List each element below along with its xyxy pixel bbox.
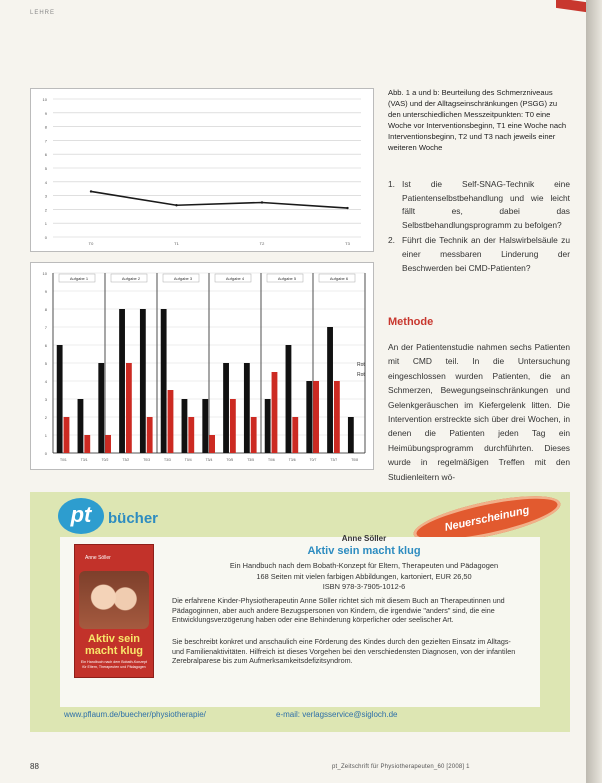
data-point xyxy=(175,204,177,206)
y-tick-label: 6 xyxy=(44,152,47,158)
bar-black xyxy=(161,309,167,453)
side-label: Rot xyxy=(357,372,365,378)
x-tick-label: T3/3 xyxy=(164,458,171,462)
bar-black xyxy=(265,399,271,453)
bar-red xyxy=(292,417,298,453)
y-tick-label: 1 xyxy=(44,221,47,227)
line-chart xyxy=(30,88,374,252)
bar-black xyxy=(140,309,146,453)
page-number: 88 xyxy=(30,762,39,771)
bar-red xyxy=(105,435,111,453)
book-cover-title: Aktiv sein macht klug xyxy=(84,633,144,657)
group-label: Aufgabe 5 xyxy=(277,276,297,281)
bar-black xyxy=(98,363,104,453)
x-tick-label: T0/1 xyxy=(60,458,67,462)
corner-mark xyxy=(556,0,586,12)
group-label: Aufgabe 1 xyxy=(69,276,89,281)
y-tick-label: 9 xyxy=(44,110,47,116)
x-tick-label: T0/7 xyxy=(309,458,317,462)
section-heading: Methode xyxy=(388,316,434,328)
bar-red xyxy=(334,381,340,453)
book-advertisement xyxy=(30,492,570,732)
x-tick-label: T0/2 xyxy=(101,458,109,462)
x-tick-label: T3/6 xyxy=(288,458,296,462)
x-tick-label: T0/4 xyxy=(184,458,192,462)
method-paragraph: An der Patientenstudie nahmen sechs Patienten mit CMD teil. In die Untersuchung eingeschlossen wurden Patienten, die an Schmerzen, Bewegungseinschränkungen und Gelenkgeräuschen im Kiefergelenk litten. Die Intervention erstreckte sich über drei Wochen, in denen die Patienten jeden Tag ein Heimübungsprogramm durchführten. Dieses wurde in regelmäßigen Treffen mit den Studienleitern wö- xyxy=(388,342,570,482)
y-tick-label: 10 xyxy=(42,271,47,276)
bar-red xyxy=(64,417,70,453)
x-tick-label: T0/5 xyxy=(226,458,234,462)
y-tick-label: 9 xyxy=(44,289,47,294)
y-tick-label: 0 xyxy=(44,451,47,456)
y-tick-label: 2 xyxy=(44,207,47,213)
bar-red xyxy=(84,435,90,453)
bar-chart xyxy=(30,262,374,470)
page-gutter xyxy=(586,0,602,783)
data-point xyxy=(346,207,348,209)
bar-black xyxy=(182,399,188,453)
ad-email-link[interactable]: e-mail: verlagsservice@sigloch.de xyxy=(276,710,398,719)
ad-subtitle: Ein Handbuch nach dem Bobath-Konzept für Eltern, Therapeuten und Pädagogen xyxy=(229,561,499,570)
data-point xyxy=(90,190,92,192)
y-tick-label: 8 xyxy=(44,124,47,130)
running-head: LEHRE xyxy=(30,10,56,16)
x-tick-label: T1 xyxy=(174,241,179,246)
badge-text: Neuerscheinung xyxy=(443,504,531,534)
x-tick-label: T0/3 xyxy=(143,458,150,462)
x-tick-label: T3/1 xyxy=(80,458,88,462)
ad-isbn: ISBN 978-3-7905-1012-6 xyxy=(322,582,406,591)
bar-red xyxy=(209,435,215,453)
logo-word: bücher xyxy=(108,510,159,527)
data-point xyxy=(261,201,263,203)
bar-black xyxy=(78,399,84,453)
chart-side-labels xyxy=(357,360,365,380)
ad-website-link[interactable]: www.pflaum.de/buecher/physiotherapie/ xyxy=(64,710,206,719)
book-cover-subtitle: Ein Handbuch nach dem Bobath-Konzept für Eltern, Therapeuten und Pädagogen xyxy=(80,660,148,669)
bar-black xyxy=(348,417,354,453)
x-tick-label: T0/6 xyxy=(268,458,275,462)
y-tick-label: 5 xyxy=(44,166,47,171)
bar-red xyxy=(126,363,132,453)
x-tick-label: T2 xyxy=(259,241,265,246)
x-tick-label: T3 xyxy=(345,241,350,246)
y-tick-label: 3 xyxy=(44,397,47,402)
question-item xyxy=(388,234,570,275)
ad-description-2: Sie beschreibt konkret und anschaulich eine Förderung des Kindes durch den gezielten Einsatz im Alltags- und Familienaktivitäten. Hilfreich ist dieses Vorgehen bei den verschiedensten Diagnosen, von der infantilen Zerebralparese bis zum Aufmerksamkeitsdefizitsyndrom. xyxy=(172,637,516,666)
x-tick-label: T3/4 xyxy=(205,458,213,462)
y-tick-label: 2 xyxy=(44,415,47,420)
series-line xyxy=(91,191,348,208)
ad-author: Anne Söller xyxy=(341,534,387,543)
bar-red xyxy=(272,372,278,453)
y-tick-label: 3 xyxy=(44,193,47,199)
bar-red xyxy=(188,417,194,453)
y-tick-label: 10 xyxy=(42,97,47,102)
bar-red xyxy=(168,390,174,453)
x-tick-label: T0 xyxy=(88,241,94,246)
question-item xyxy=(388,178,570,232)
bar-black xyxy=(119,309,125,453)
bar-red xyxy=(230,399,236,453)
y-tick-label: 7 xyxy=(44,138,47,144)
ad-book-title: Aktiv sein macht klug xyxy=(307,545,421,557)
y-tick-label: 0 xyxy=(44,235,47,240)
bar-black xyxy=(306,381,312,453)
bar-black xyxy=(244,363,250,453)
bar-black xyxy=(327,327,333,453)
ad-details: 168 Seiten mit vielen farbigen Abbildungen, kartoniert, EUR 26,50 xyxy=(256,572,472,581)
x-tick-label: T3/7 xyxy=(330,458,338,462)
bar-black xyxy=(57,345,63,453)
y-tick-label: 4 xyxy=(44,379,47,384)
y-tick-label: 7 xyxy=(44,325,47,330)
x-tick-label: T3/2 xyxy=(122,458,130,462)
bar-red xyxy=(313,381,319,453)
bar-black xyxy=(223,363,229,453)
y-tick-label: 5 xyxy=(44,361,47,366)
figure-caption: Abb. 1 a und b: Beurteilung des Schmerzniveaus (VAS) und der Alltagseinschränkungen (PSGG) zu den unterschiedlichen Messzeitpunkten: T0 eine Woche vor Interventionsbeginn, T1 eine Woche nach Interventionsbeginn, T2 und T3 nach jeweils einer weiteren Woche xyxy=(388,88,567,152)
side-label: Rot xyxy=(357,362,365,368)
bar-red xyxy=(251,417,257,453)
y-tick-label: 1 xyxy=(44,433,47,438)
group-label: Aufgabe 2 xyxy=(121,276,141,281)
x-tick-label: T0/8 xyxy=(351,458,358,462)
y-tick-label: 6 xyxy=(44,343,47,348)
group-label: Aufgabe 3 xyxy=(173,276,193,281)
ad-description: Die erfahrene Kinder-Physiotherapeutin Anne Söller richtet sich mit diesem Buch an Therapeutinnen und Pädagoginnen, aber auch andere Bezugspersonen von Kindern, die irgendwie "anders" sind, die eine Entwicklungsverzögerung haben oder eine Behinderung körperlicher oder seelischer Art. xyxy=(172,596,505,625)
bar-black xyxy=(202,399,208,453)
y-tick-label: 8 xyxy=(44,307,47,312)
question-text: Ist die Self-SNAG-Technik eine Patientenselbstbehandlung und wie leicht fällt es, dabei das Selbstbehandlungsprogramm zu befolgen? xyxy=(402,179,570,230)
question-text: Führt die Technik an der Halswirbelsäule zu einer messbaren Linderung der Beschwerden bei CMD-Patienten? xyxy=(402,235,570,273)
book-cover-author: Anne Söller xyxy=(85,555,111,561)
pt-logo: pt xyxy=(58,498,104,534)
bar-black xyxy=(286,345,292,453)
group-label: Aufgabe 4 xyxy=(225,276,245,281)
bar-red xyxy=(147,417,153,453)
y-tick-label: 4 xyxy=(44,179,47,185)
x-tick-label: T3/5 xyxy=(247,458,254,462)
question-number: 2. xyxy=(388,235,395,246)
question-number: 1. xyxy=(388,179,395,189)
question-list xyxy=(388,178,570,277)
group-label: Aufgabe 6 xyxy=(329,276,349,281)
journal-footer: pt_Zeitschrift für Physiotherapeuten_60 [2008] 1 xyxy=(332,764,470,770)
